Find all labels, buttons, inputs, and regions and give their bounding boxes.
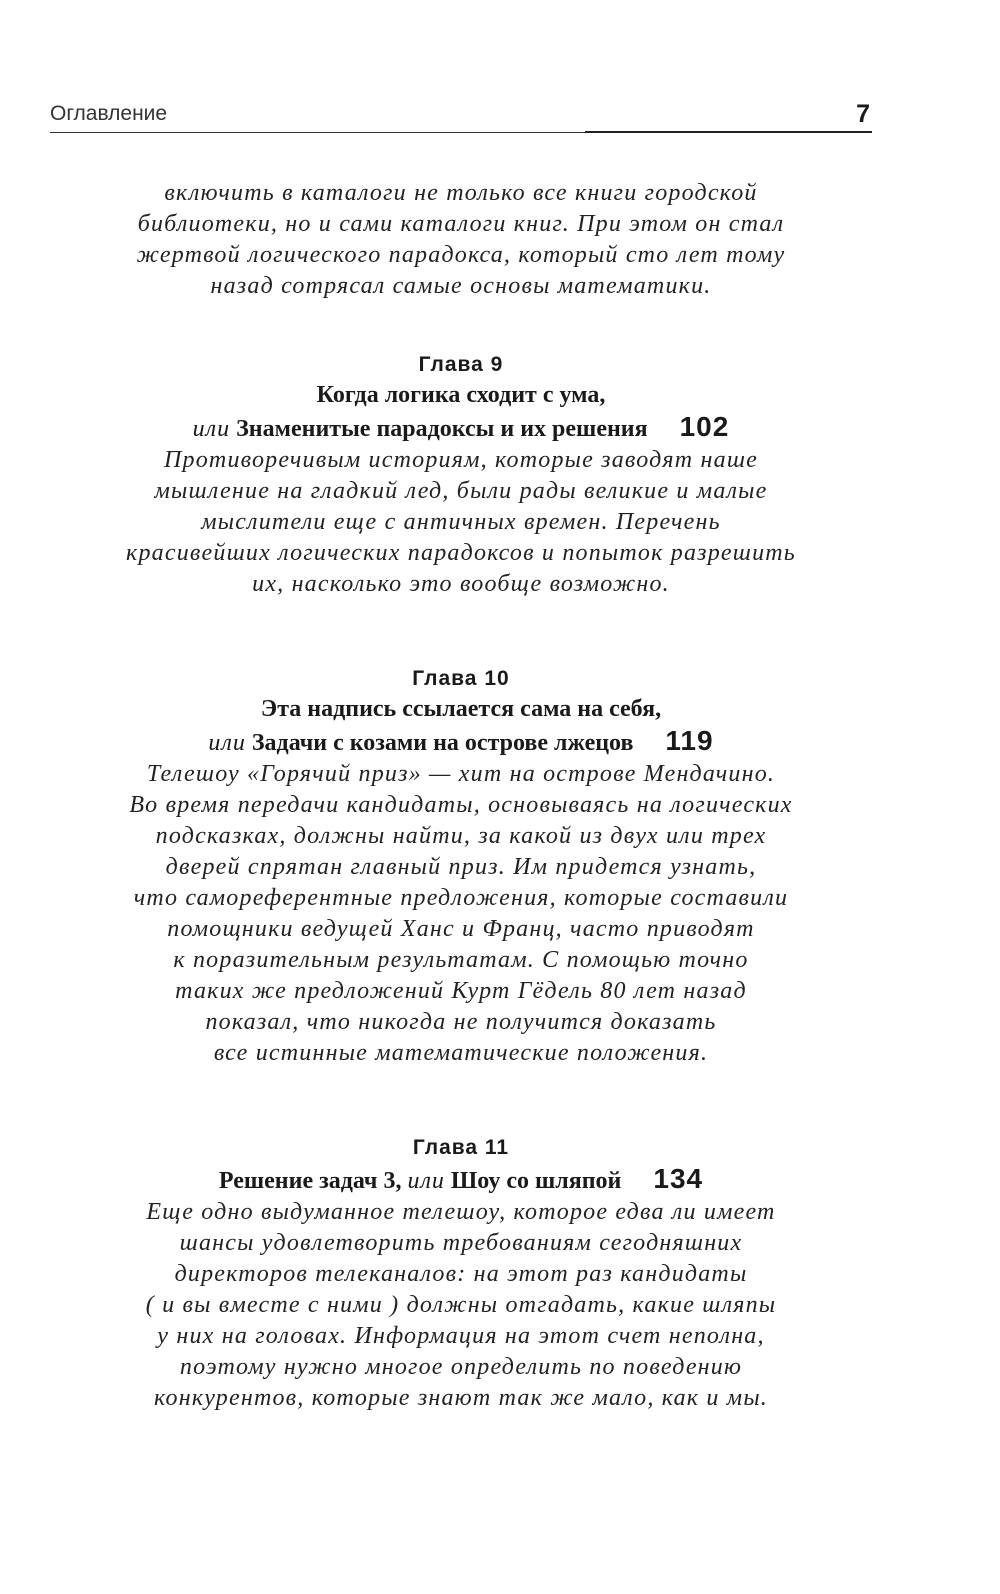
chapter-label: Глава 11	[412, 1136, 510, 1159]
or-conjunction: или	[192, 416, 231, 442]
description-line: жертвой логического парадокса, который сто лет тому	[136, 242, 786, 268]
or-conjunction: или	[208, 730, 246, 756]
description-line: дверей спрятан главный приз. Им придется узнать,	[165, 854, 757, 880]
toc-entry-chapter-9	[50, 350, 872, 600]
description-line: поэтому нужно многое определить по поведению	[179, 1354, 743, 1380]
description-line: показал, что никогда не получится доказать	[205, 1009, 717, 1035]
chapter-description	[50, 445, 872, 600]
chapter-title-line-1: Эта надпись ссылается сама на себя,	[260, 696, 662, 722]
chapter-description	[50, 759, 872, 1069]
chapter-title-line-2	[50, 411, 872, 445]
chapter-page-number: 134	[653, 1163, 704, 1194]
chapter-title-line	[50, 1163, 872, 1197]
description-line: Противоречивым историям, которые заводят наше	[164, 447, 758, 473]
toc-entry-chapter-11	[50, 1133, 872, 1414]
description-line: включить в каталоги не только все книги городской	[164, 180, 758, 206]
description-line: к поразительным результатам. С помощью точно	[173, 947, 749, 973]
chapter-page-number: 102	[679, 411, 730, 442]
chapter-label: Глава 9	[418, 353, 504, 376]
description-line: подсказках, должны найти, за какой из двух или трех	[155, 823, 767, 849]
chapter-title: Решение задач 3,	[218, 1168, 402, 1194]
description-line: Еще одно выдуманное телешоу, которое едва ли имеет	[146, 1199, 776, 1225]
description-line: Во время передачи кандидаты, основываясь на логических	[129, 792, 793, 818]
toc-content	[50, 178, 872, 1414]
chapter-subtitle: Шоу со шляпой	[450, 1168, 622, 1194]
description-line: директоров телеканалов: на этот раз кандидаты	[174, 1261, 748, 1287]
toc-entry-chapter-10	[50, 664, 872, 1069]
description-line: мышление на гладкий лед, были рады великие и малые	[154, 478, 768, 504]
description-line: таких же предложений Курт Гёдель 80 лет назад	[175, 978, 747, 1004]
chapter-description	[50, 1197, 872, 1414]
chapter-title-line-1: Когда логика сходит с ума,	[316, 382, 606, 408]
section-title: Оглавление	[50, 102, 168, 125]
running-header	[50, 100, 872, 136]
description-line: что самореферентные предложения, которые составили	[133, 885, 789, 911]
description-line: назад сотрясал самые основы математики.	[210, 273, 712, 299]
description-line: у них на головах. Информация на этот счет неполна,	[157, 1323, 765, 1349]
header-rule-accent	[585, 131, 872, 133]
description-line: мыслители еще с античных времен. Перечень	[201, 509, 721, 535]
chapter-title-line-2	[50, 725, 872, 759]
description-line: красивейших логических парадоксов и попыток разрешить	[126, 540, 796, 566]
page-number: 7	[856, 100, 870, 128]
description-line: помощники ведущей Ханс и Франц, часто приводят	[167, 916, 755, 942]
chapter-subtitle: Знаменитые парадоксы и их решения	[236, 416, 648, 442]
description-line: шансы удовлетворить требованиям сегодняшних	[179, 1230, 743, 1256]
description-line: конкурентов, которые знают так же мало, как и мы.	[154, 1385, 768, 1411]
or-conjunction: или	[407, 1168, 445, 1194]
chapter-label: Глава 10	[412, 667, 510, 690]
description-line: все истинные математические положения.	[213, 1040, 709, 1066]
chapter-page-number: 119	[665, 725, 714, 756]
description-line: библиотеки, но и сами каталоги книг. При этом он стал	[137, 211, 785, 237]
chapter-subtitle: Задачи с козами на острове лжецов	[251, 730, 634, 756]
description-line: Телешоу «Горячий приз» — хит на острове Мендачино.	[146, 761, 776, 787]
description-line: ( и вы вместе с ними ) должны отгадать, какие шляпы	[145, 1292, 777, 1318]
intro-description	[50, 178, 872, 302]
description-line: их, насколько это вообще возможно.	[252, 571, 670, 597]
